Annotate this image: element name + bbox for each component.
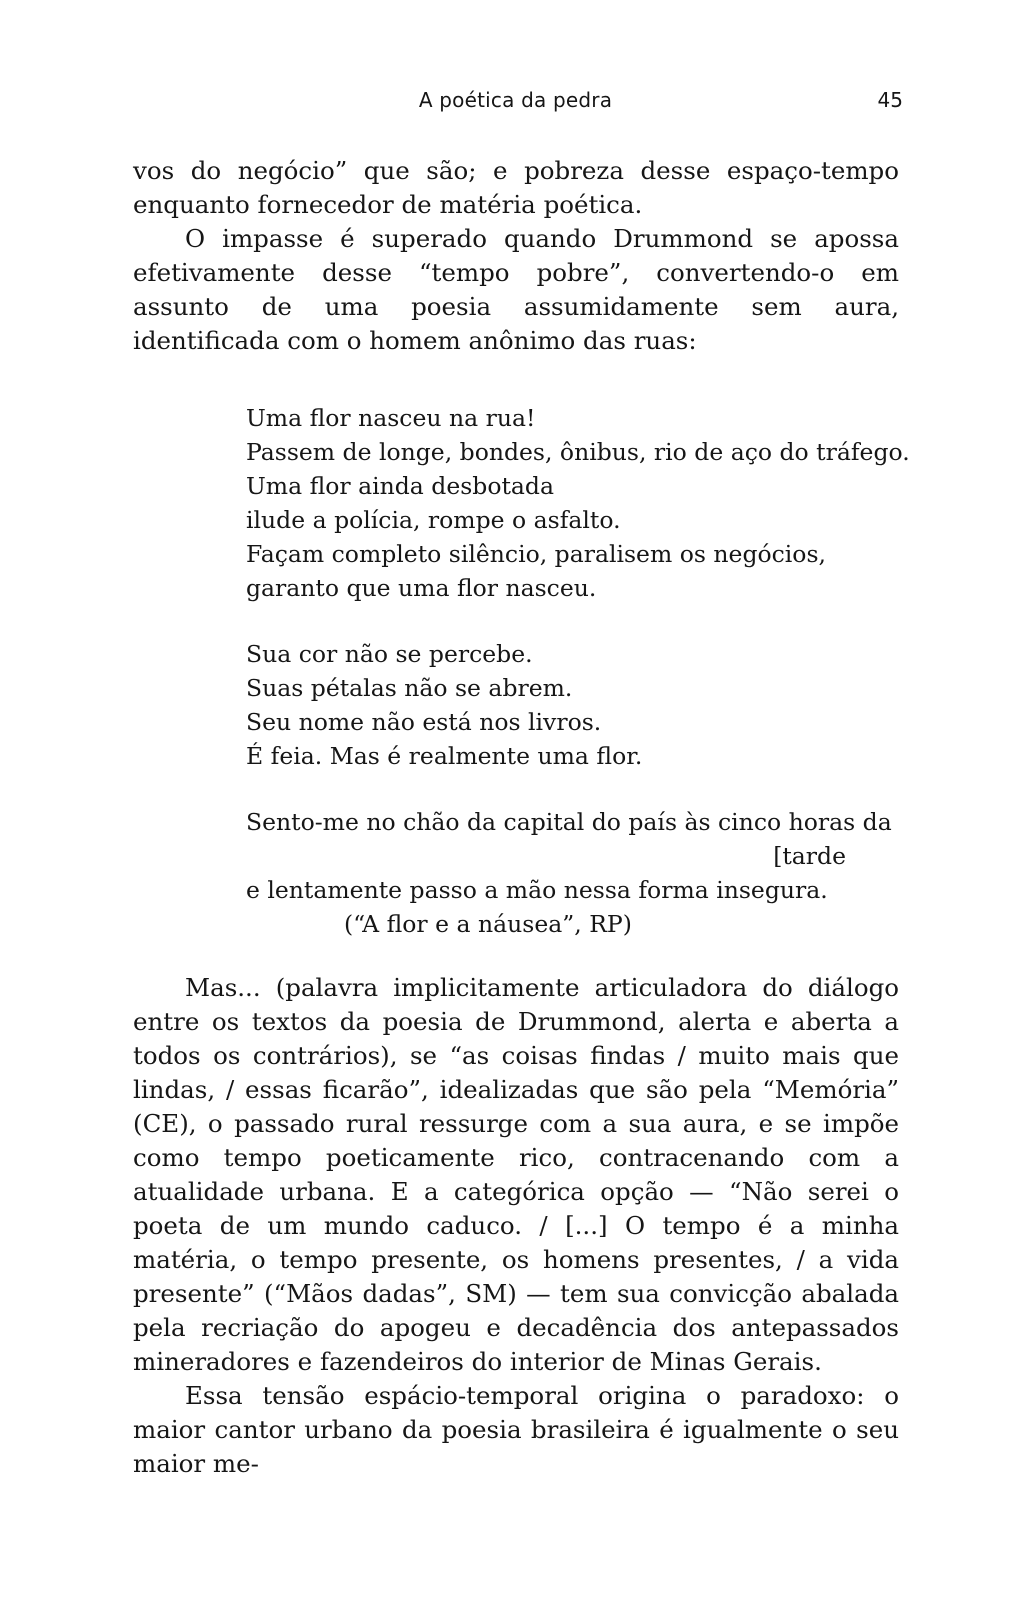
poem-quotation [246, 401, 910, 941]
poem-verse: Suas pétalas não se abrem. [246, 674, 573, 702]
text-body [133, 154, 910, 1481]
poem-stanza-2 [246, 637, 899, 773]
paragraph-impasse: O impasse é superado quando Drummond se apossa efetivamente desse “tempo pobre”, convertendo-o em assunto de uma poesia assumidamente sem aura, identificada com o homem anônimo das ruas: [133, 224, 899, 355]
citation-text: (“A flor e a náusea”, [344, 910, 590, 938]
poem-citation [246, 907, 899, 941]
running-title: A poética da pedra [418, 88, 613, 112]
poem-verse: e lentamente passo a mão nessa forma insegura. [246, 876, 828, 904]
poem-verse: Uma flor ainda desbotada [246, 472, 554, 500]
page-header [0, 86, 1031, 116]
book-abbreviation: CE [142, 1109, 180, 1138]
citation-abbreviation: RP [589, 910, 623, 938]
poem-verse: Sua cor não se percebe. [246, 640, 533, 668]
book-abbreviation: SM [465, 1279, 508, 1308]
paragraph-mas [133, 971, 899, 1379]
poem-verse: ilude a polícia, rompe o asfalto. [246, 506, 621, 534]
paragraph-text: ), o passado rural ressurge com a sua aura, e se impõe como tempo poeticamente rico, contracenando com a atualidade urbana. E a categórica opção — “Não serei o poeta de um mundo caduco. / [...] O tempo é a minha matéria, o tempo presente, os homens presentes, / a vida presente” (“Mãos dadas”, [133, 1109, 899, 1308]
poem-verse: É feia. Mas é realmente uma flor. [246, 742, 643, 770]
poem-stanza-1 [246, 401, 910, 605]
page-number: 45 [877, 88, 903, 112]
poem-verse: Uma flor nasceu na rua! [246, 404, 536, 432]
paragraph-continuation: vos do negócio” que são; e pobreza desse espaço-tempo enquanto fornecedor de matéria poética. [133, 156, 899, 219]
poem-verse: Sento-me no chão da capital do país às cinco horas da [246, 808, 892, 836]
poem-verse: Passem de longe, bondes, ônibus, rio de aço do tráfego. [246, 438, 910, 466]
paragraph-tensao: Essa tensão espácio-temporal origina o paradoxo: o maior cantor urbano da poesia brasileira é igualmente o seu maior me- [133, 1381, 899, 1478]
citation-close: ) [622, 910, 632, 938]
poem-verse: Seu nome não está nos livros. [246, 708, 602, 736]
poem-stanza-3 [246, 805, 899, 941]
poem-verse: garanto que uma flor nasceu. [246, 574, 597, 602]
poem-verse: Façam completo silêncio, paralisem os negócios, [246, 540, 826, 568]
poem-verse-turnover: [tarde [773, 842, 846, 870]
paragraph-text: ) — tem sua convicção abalada pela recriação do apogeu e decadência dos antepassados mineradores e fazendeiros do interior de Minas Gerais. [133, 1279, 900, 1376]
paragraph-text: Mas... (palavra implicitamente articuladora do diálogo entre os textos da poesia de Drummond, alerta e aberta a todos os contrários), se “as coisas findas / muito mais que lindas, / essas ficarão”, idealizadas que são pela “Memória” ( [133, 973, 899, 1138]
